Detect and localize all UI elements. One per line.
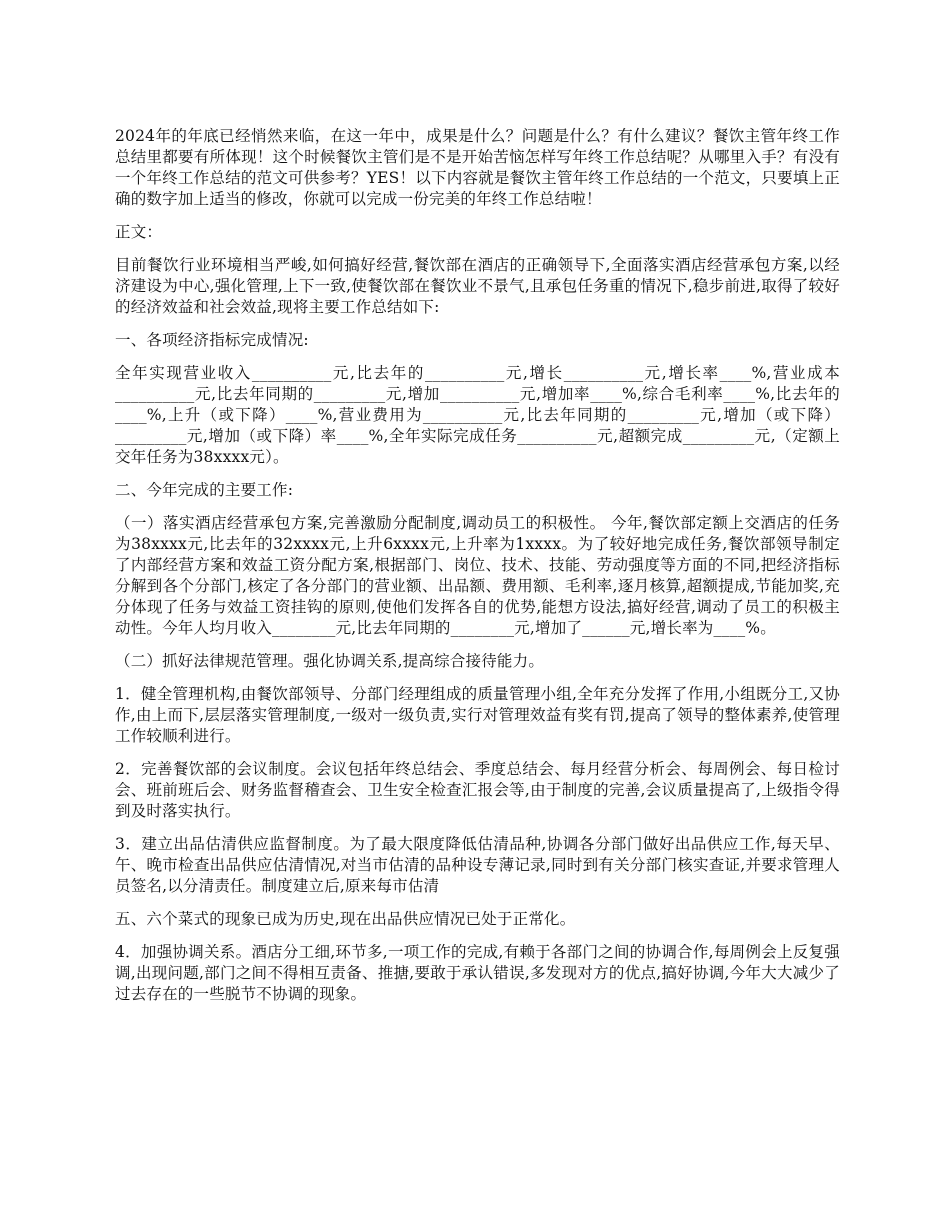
list-item-4: 4．加强协调关系。酒店分工细,环节多,一项工作的完成,有赖于各部门之间的协调合作,每周例会上反复强调,出现问题,部门之间不得相互责备、推搪,要敢于承认错误,多发现对方的优点,搞好协调,今年大大减少了过去存在的一些脱节不协调的现象。 (115, 943, 840, 1003)
heading-economic-indicators: 一、各项经济指标完成情况: (115, 331, 309, 349)
list-item-3: 3．建立出品估清供应监督制度。为了最大限度降低估清品种,协调各分部门做好出品供应工作,每天早、午、晚市检查出品供应估清情况,对当市估清的品种设专薄记录,同时到有关分部门核实查证,并要求管理人员签名,以分清责任。制度建立后,原来每市估清 (115, 835, 840, 895)
document-body (115, 126, 840, 1017)
heading-main-work: 二、今年完成的主要工作: (115, 481, 294, 499)
list-item-2: 2．完善餐饮部的会议制度。会议包括年终总结会、季度总结会、每月经营分析会、每周例会、每日检讨会、班前班后会、财务监督稽查会、卫生安全检查汇报会等,由于制度的完善,会议质量提高了,上级指令得到及时落实执行。 (115, 760, 840, 820)
work-item-2-heading: （二）抓好法律规范管理。强化协调关系,提高综合接待能力。 (115, 652, 545, 670)
work-item-1-paragraph: （一）落实酒店经营承包方案,完善激励分配制度,调动员工的积极性。 今年,餐饮部定额上交酒店的任务为38xxxx元,比去年的32xxxx元,上升6xxxx元,上升率为1xxxx。为了较好地完成任务,餐饮部领导制定了内部经营方案和效益工资分配方案,根据部门、岗位、技术、技能、劳动强度等方面的不同,把经济指标分解到各个分部门,核定了各分部门的营业额、出品额、费用额、毛利率,逐月核算,超额提成,节能加奖,充分体现了任务与效益工资挂钩的原则,使他们发挥各自的优势,能想方设法,搞好经营,调动了员工的积极主动性。今年人均月收入________元,比去年同期的________元,增加了______元,增长率为____%。 (115, 514, 840, 637)
section-label-body: 正文： (115, 223, 163, 241)
overview-paragraph: 目前餐饮行业环境相当严峻,如何搞好经营,餐饮部在酒店的正确领导下,全面落实酒店经营承包方案,以经济建设为中心,强化管理,上下一致,使餐饮部在餐饮业不景气,且承包任务重的情况下,稳步前进,取得了较好的经济效益和社会效益,现将主要工作总结如下: (115, 256, 840, 316)
indicators-paragraph: 全年实现营业收入__________元,比去年的__________元,增长__________元,增长率____%,营业成本__________元,比去年同期的_________元,增加__________元,增加率____%,综合毛利率____%,比去年的____%,上升（或下降）____%,营业费用为__________元,比去年同期的_________元,增加（或下降）_________元,增加（或下降）率____%,全年实际完成任务__________元,超额完成_________元,（定额上交年任务为38xxxx元）。 (115, 364, 840, 466)
intro-paragraph: 2024年的年底已经悄然来临，在这一年中，成果是什么？问题是什么？有什么建议？餐饮主管年终工作总结里都要有所体现！这个时候餐饮主管们是不是开始苦恼怎样写年终工作总结呢？从哪里入手？有没有一个年终工作总结的范文可供参考？YES！以下内容就是餐饮主管年终工作总结的一个范文，只要填上正确的数字加上适当的修改，你就可以完成一份完美的年终工作总结啦！ (115, 127, 840, 208)
list-item-3-continued: 五、六个菜式的现象已成为历史,现在出品供应情况已处于正常化。 (115, 910, 576, 928)
list-item-1: 1．健全管理机构,由餐饮部领导、分部门经理组成的质量管理小组,全年充分发挥了作用,小组既分工,又协作,由上而下,层层落实管理制度,一级对一级负责,实行对管理效益有奖有罚,提高了领导的整体素养,使管理工作较顺利进行。 (115, 685, 840, 745)
